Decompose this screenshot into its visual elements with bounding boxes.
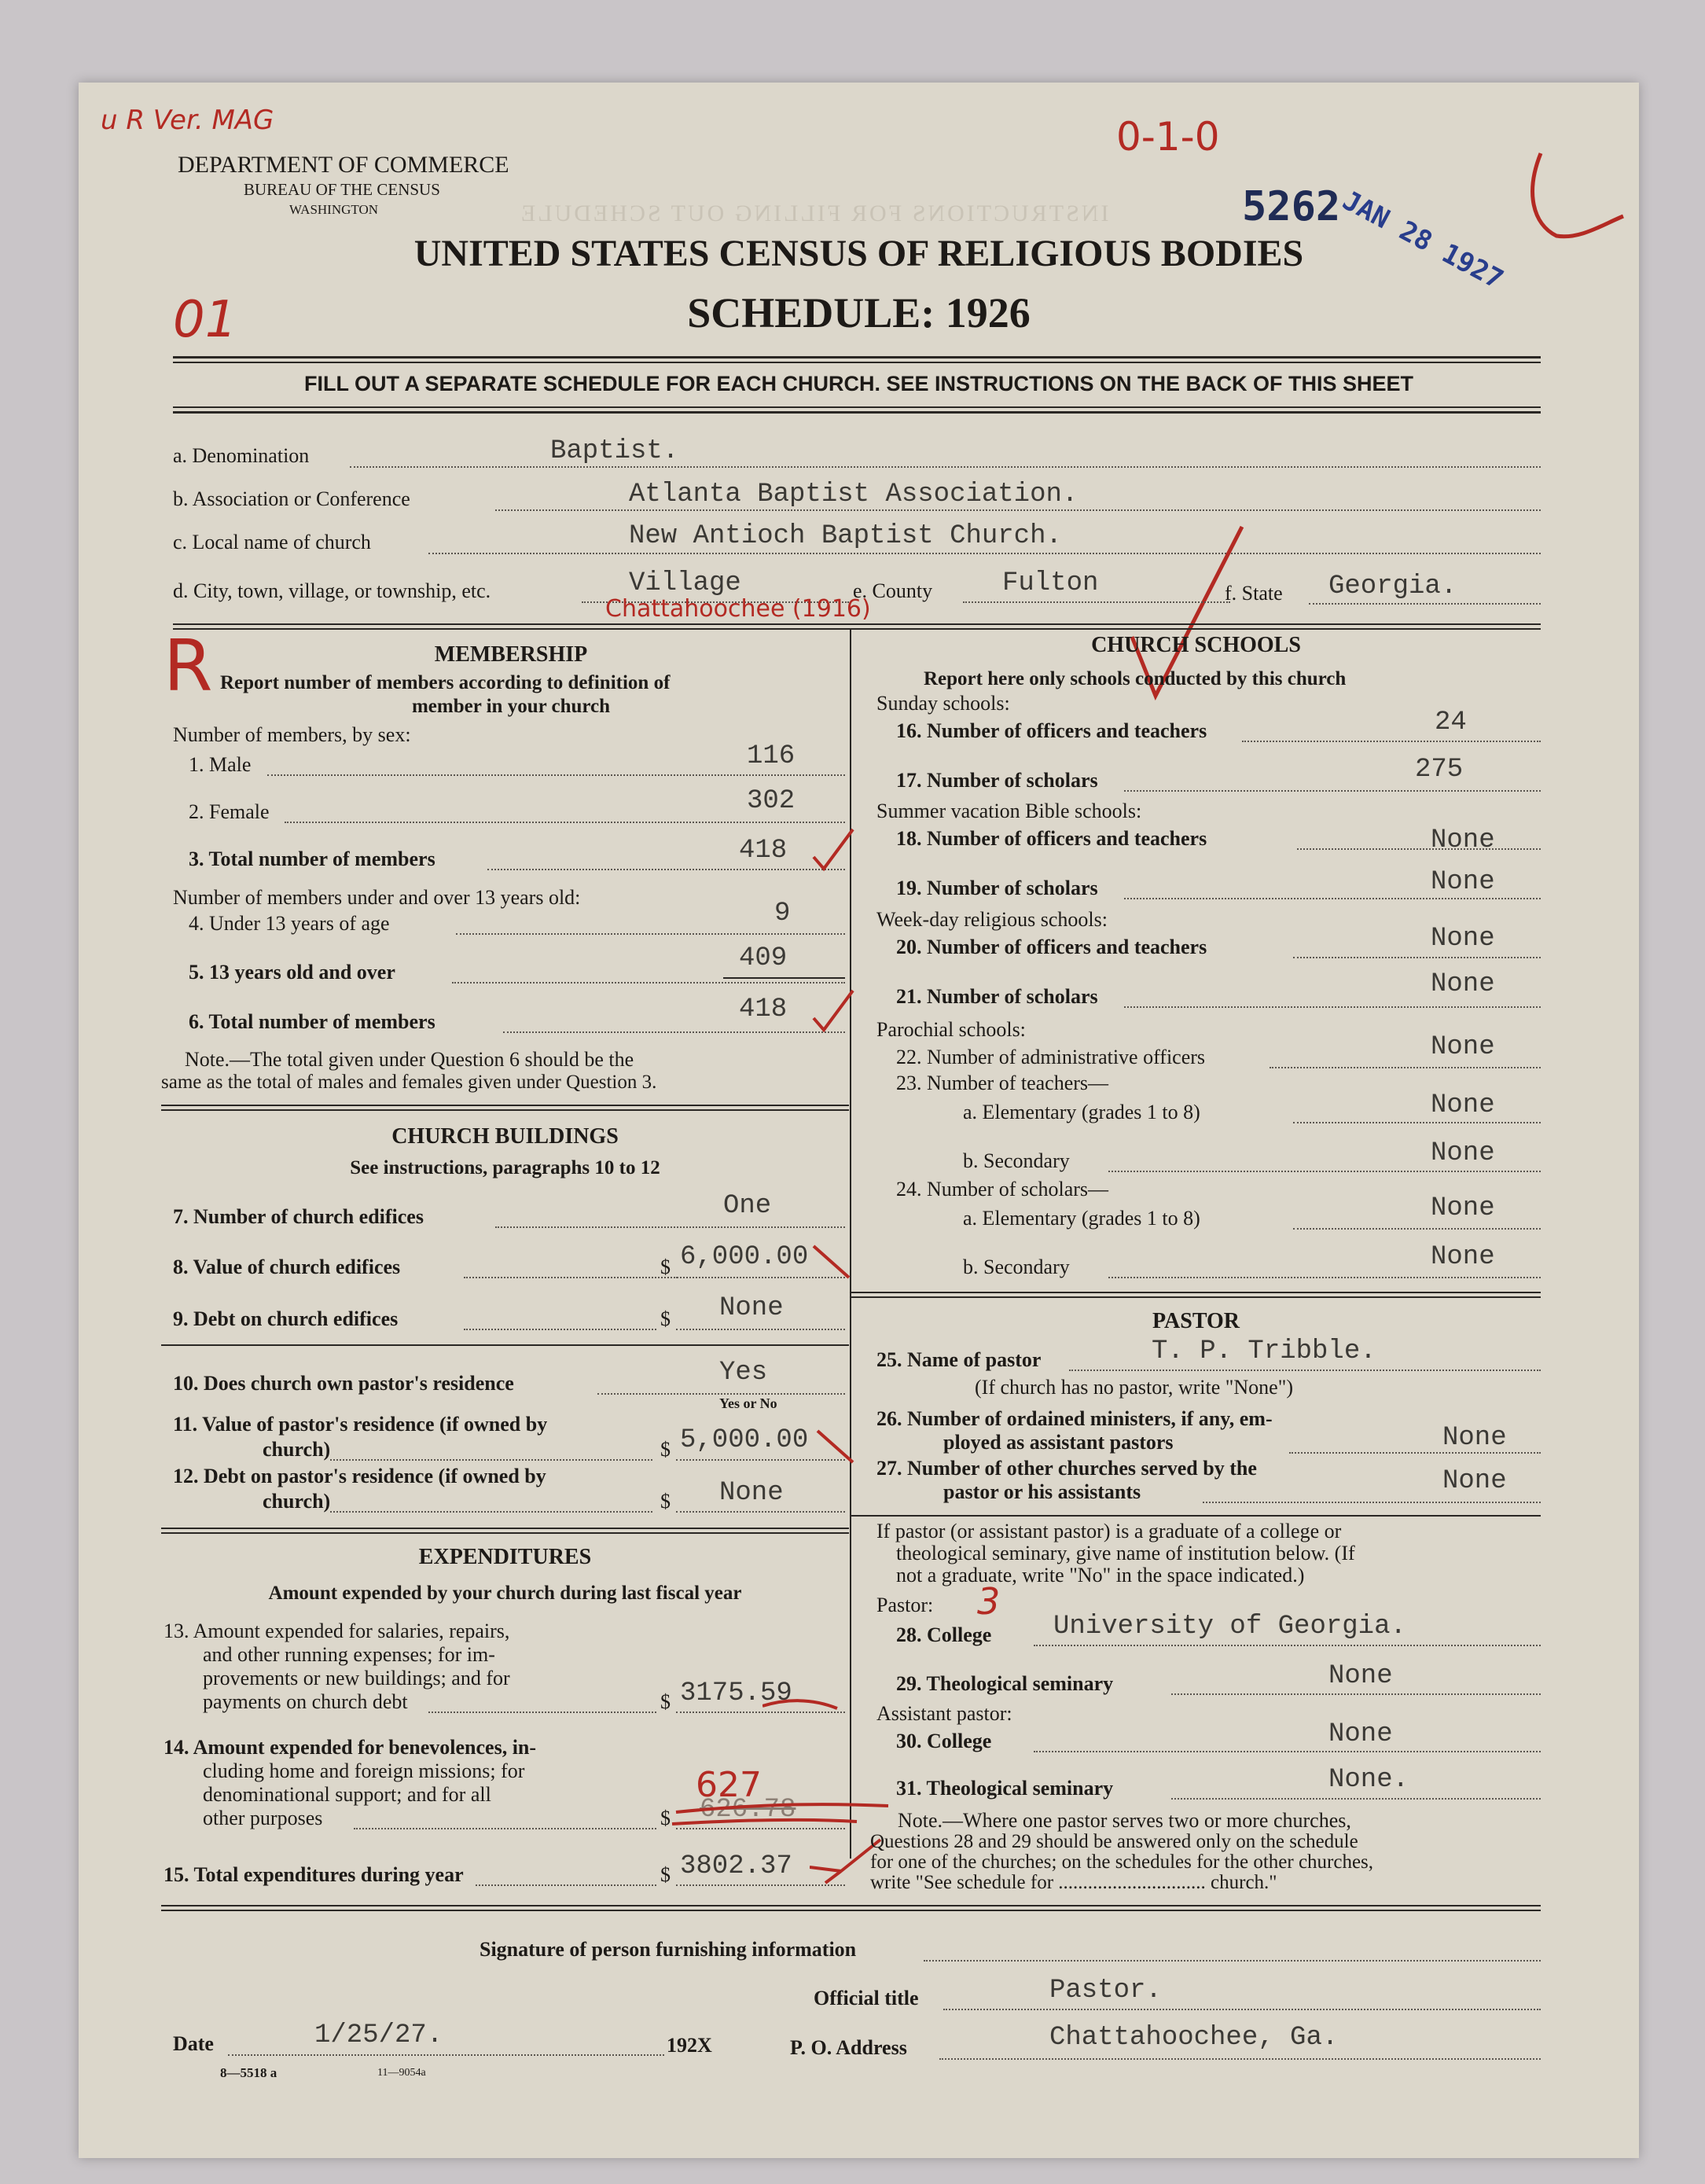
association-label: b. Association or Conference — [173, 487, 410, 510]
q31-label: 31. Theological seminary — [896, 1777, 1114, 1800]
edifice-value: 6,000.00 — [680, 1242, 809, 1272]
q13-label-3: provements or new buildings; and for — [203, 1667, 510, 1689]
q23-label: 23. Number of teachers— — [896, 1072, 1109, 1094]
dollar-sign: $ — [660, 1307, 671, 1330]
weekday-schools-label: Week-day religious schools: — [876, 908, 1108, 931]
dollar-sign: $ — [660, 1256, 671, 1278]
local-name-label: c. Local name of church — [173, 531, 371, 553]
total-members-value: 418 — [739, 836, 788, 866]
association-value: Atlanta Baptist Association. — [629, 480, 1078, 509]
dollar-sign: $ — [660, 1490, 671, 1513]
checkmark-icon — [810, 987, 857, 1034]
under-13-value: 9 — [774, 899, 791, 928]
q20-value: None — [1431, 924, 1495, 954]
dollar-sign: $ — [660, 1438, 671, 1461]
q23a-label: a. Elementary (grades 1 to 8) — [963, 1101, 1200, 1123]
q14-label-4: other purposes — [203, 1807, 323, 1829]
q23b-value: None — [1431, 1138, 1495, 1168]
q27-label-1: 27. Number of other churches served by the — [876, 1457, 1257, 1480]
q18-label: 18. Number of officers and teachers — [896, 827, 1207, 850]
city-town-value: Village — [629, 568, 741, 598]
pastor-note-3: for one of the churches; on the schedules for the other churches, — [870, 1851, 1374, 1873]
members-by-sex-label: Number of members, by sex: — [173, 723, 411, 746]
dollar-sign: $ — [660, 1690, 671, 1713]
received-date-stamp: JAN 28 1927 — [1337, 185, 1508, 296]
q22-value: None — [1431, 1032, 1495, 1062]
q30-value: None — [1328, 1719, 1393, 1749]
local-name-value: New Antioch Baptist Church. — [629, 521, 1062, 551]
q16-value: 24 — [1435, 708, 1467, 737]
yes-no-hint: Yes or No — [719, 1395, 777, 1411]
q21-label: 21. Number of scholars — [896, 985, 1098, 1008]
q23a-value: None — [1431, 1090, 1495, 1120]
q29-label: 29. Theological seminary — [896, 1672, 1114, 1695]
denomination-value: Baptist. — [550, 436, 679, 466]
sunday-schools-label: Sunday schools: — [876, 692, 1010, 715]
bleed-through-text: INSTRUCTIONS FOR FILLING OUT SCHEDULE — [519, 200, 1109, 226]
total-expenditures-label: 15. Total expenditures during year — [164, 1863, 464, 1886]
q24a-value: None — [1431, 1193, 1495, 1223]
checkmark-icon — [810, 825, 857, 873]
q13-label-1: 13. Amount expended for salaries, repairs, — [164, 1620, 510, 1642]
pastor-name-hint: (If church has no pastor, write "None") — [975, 1376, 1293, 1399]
residence-debt-value: None — [719, 1478, 784, 1508]
buildings-subtitle: See instructions, paragraphs 10 to 12 — [350, 1157, 660, 1178]
q28-value: University of Georgia. — [1053, 1612, 1406, 1642]
pastor-subhead: Pastor: — [876, 1594, 934, 1616]
handwritten-code-top: 0-1-0 — [1116, 114, 1220, 160]
dollar-sign: $ — [660, 1807, 671, 1829]
department-label: DEPARTMENT OF COMMERCE — [178, 152, 509, 178]
residence-value: 5,000.00 — [680, 1425, 809, 1455]
q14-label-3: denominational support; and for all — [203, 1783, 491, 1806]
pastor-title: PASTOR — [1152, 1309, 1240, 1333]
membership-intro: Report number of members according to definition of — [220, 672, 671, 693]
expenditures-subtitle: Amount expended by your church during last fiscal year — [268, 1583, 742, 1604]
church-edifices-count-label: 7. Number of church edifices — [173, 1205, 424, 1228]
q27-label-2: pastor or his assistants — [943, 1480, 1141, 1503]
total-members-by-age-label: 6. Total number of members — [189, 1010, 435, 1033]
graduate-instructions-2: theological seminary, give name of institution below. (If — [896, 1542, 1355, 1564]
owns-residence-label: 10. Does church own pastor's residence — [173, 1372, 514, 1395]
owns-residence-value: Yes — [719, 1358, 768, 1388]
checkmark-icon — [810, 1238, 857, 1285]
handwritten-correction: 627 — [696, 1765, 762, 1805]
q23b-label: b. Secondary — [963, 1149, 1070, 1172]
official-title-label: Official title — [814, 1987, 919, 2009]
q30-label: 30. College — [896, 1730, 992, 1752]
official-title-value: Pastor. — [1049, 1976, 1162, 2006]
stamp-number: 5262 — [1242, 183, 1341, 230]
strike-mark — [762, 1686, 841, 1718]
handwritten-r-mark: R — [164, 625, 213, 708]
q24-label: 24. Number of scholars— — [896, 1178, 1109, 1200]
city-town-handwritten-note: Chattahoochee (1916) — [605, 595, 871, 623]
church-edifices-count-value: One — [723, 1191, 772, 1221]
female-label: 2. Female — [189, 800, 270, 823]
membership-note: Note.—The total given under Question 6 should be the — [185, 1048, 634, 1071]
total-members-by-age-value: 418 — [739, 995, 788, 1024]
county-value: Fulton — [1002, 568, 1099, 598]
q24b-label: b. Secondary — [963, 1256, 1070, 1278]
membership-intro-2: member in your church — [411, 696, 611, 717]
q24b-value: None — [1431, 1242, 1495, 1272]
q13-label-2: and other running expenses; for im- — [203, 1643, 495, 1666]
assistant-pastor-subhead: Assistant pastor: — [876, 1702, 1012, 1725]
membership-title: MEMBERSHIP — [434, 642, 588, 667]
pastor-note-4: write "See schedule for .............................. church." — [870, 1872, 1277, 1893]
signature-label: Signature of person furnishing information — [480, 1938, 857, 1961]
handwritten-code-left: 01 — [173, 291, 237, 349]
q17-value: 275 — [1415, 755, 1464, 785]
edifice-debt-value: None — [719, 1293, 784, 1323]
q29-value: None — [1328, 1661, 1393, 1691]
parochial-schools-label: Parochial schools: — [876, 1018, 1026, 1041]
date-value: 1/25/27. — [314, 2020, 443, 2050]
pastor-name-value: T. P. Tribble. — [1152, 1337, 1376, 1366]
q22-label: 22. Number of administrative officers — [896, 1046, 1206, 1068]
edifice-value-label: 8. Value of church edifices — [173, 1256, 401, 1278]
bureau-label: BUREAU OF THE CENSUS — [244, 180, 440, 199]
handwritten-pastor-mark: 3 — [977, 1580, 1001, 1623]
residence-value-label-2: church) — [263, 1438, 331, 1461]
schools-title: CHURCH SCHOOLS — [1091, 633, 1301, 657]
q21-value: None — [1431, 969, 1495, 999]
q16-label: 16. Number of officers and teachers — [896, 719, 1207, 742]
q13-label-4: payments on church debt — [203, 1690, 408, 1713]
q14-label-2: cluding home and foreign missions; for — [203, 1759, 525, 1782]
residence-value-label: 11. Value of pastor's residence (if owned by — [173, 1413, 548, 1436]
state-label: f. State — [1225, 582, 1283, 605]
members-by-age-label: Number of members under and over 13 years old: — [173, 886, 581, 909]
form-title: UNITED STATES CENSUS OF RELIGIOUS BODIES — [413, 233, 1304, 274]
membership-note-2: same as the total of males and females given under Question 3. — [161, 1072, 657, 1093]
graduate-instructions-3: not a graduate, write "No" in the space indicated.) — [896, 1564, 1305, 1587]
county-label: e. County — [853, 579, 933, 602]
q26-value: None — [1442, 1423, 1507, 1453]
q26-label-1: 26. Number of ordained ministers, if any, em- — [876, 1407, 1273, 1430]
edifice-debt-label: 9. Debt on church edifices — [173, 1307, 399, 1330]
pastor-note-2: Questions 28 and 29 should be answered only on the schedule — [870, 1831, 1358, 1852]
po-address-label: P. O. Address — [790, 2036, 907, 2059]
female-value: 302 — [747, 786, 796, 816]
buildings-title: CHURCH BUILDINGS — [391, 1124, 619, 1149]
q28-label: 28. College — [896, 1623, 992, 1646]
checkmark-icon — [814, 1423, 861, 1470]
summer-schools-label: Summer vacation Bible schools: — [876, 800, 1142, 822]
city-town-label: d. City, town, village, or township, etc. — [173, 579, 491, 602]
city-label: WASHINGTON — [289, 202, 379, 217]
state-value: Georgia. — [1328, 572, 1457, 601]
under-13-label: 4. Under 13 years of age — [189, 912, 390, 935]
male-label: 1. Male — [189, 753, 252, 776]
date-label: Date — [173, 2032, 214, 2055]
instruction-banner: FILL OUT A SEPARATE SCHEDULE FOR EACH CHURCH. SEE INSTRUCTIONS ON THE BACK OF THIS SHEET — [303, 372, 1414, 395]
over-13-label: 5. 13 years old and over — [189, 961, 395, 984]
q19-label: 19. Number of scholars — [896, 877, 1098, 899]
expenditures-title: EXPENDITURES — [418, 1545, 592, 1569]
q14-label-1: 14. Amount expended for benevolences, in- — [164, 1736, 537, 1759]
dollar-sign: $ — [660, 1863, 671, 1886]
form-number: 8—5518 a — [220, 2065, 277, 2080]
total-expenditures-value: 3802.37 — [680, 1851, 792, 1881]
census-schedule-sheet — [79, 83, 1639, 2158]
q13-value: 3175.59 — [680, 1678, 792, 1708]
q31-value: None. — [1328, 1765, 1409, 1795]
handwritten-note-top-left: u R Ver. MAG — [101, 105, 274, 136]
over-13-value: 409 — [739, 943, 788, 973]
form-subtitle: SCHEDULE: 1926 — [687, 289, 1031, 336]
q17-label: 17. Number of scholars — [896, 769, 1098, 792]
pastor-note: Note.—Where one pastor serves two or more churches, — [898, 1809, 1351, 1832]
male-value: 116 — [747, 741, 796, 771]
year-suffix: 192X — [667, 2034, 712, 2057]
schools-intro: Report here only schools conducted by this church — [924, 668, 1347, 689]
residence-debt-label-2: church) — [263, 1490, 331, 1513]
graduate-instructions: If pastor (or assistant pastor) is a graduate of a college or — [876, 1520, 1342, 1542]
q19-value: None — [1431, 867, 1495, 897]
q20-label: 20. Number of officers and teachers — [896, 936, 1207, 958]
po-address-value: Chattahoochee, Ga. — [1049, 2023, 1339, 2053]
residence-debt-label: 12. Debt on pastor's residence (if owned by — [173, 1465, 546, 1487]
q14-value: 626.78 — [700, 1795, 796, 1825]
total-members-label: 3. Total number of members — [189, 847, 435, 870]
q24a-label: a. Elementary (grades 1 to 8) — [963, 1207, 1200, 1230]
q27-value: None — [1442, 1466, 1507, 1496]
form-number-2: 11—9054a — [377, 2067, 426, 2079]
q26-label-2: ployed as assistant pastors — [943, 1431, 1174, 1454]
pastor-name-label: 25. Name of pastor — [876, 1348, 1042, 1371]
denomination-label: a. Denomination — [173, 444, 310, 467]
checkmark-icon — [1509, 130, 1627, 248]
q18-value: None — [1431, 825, 1495, 855]
